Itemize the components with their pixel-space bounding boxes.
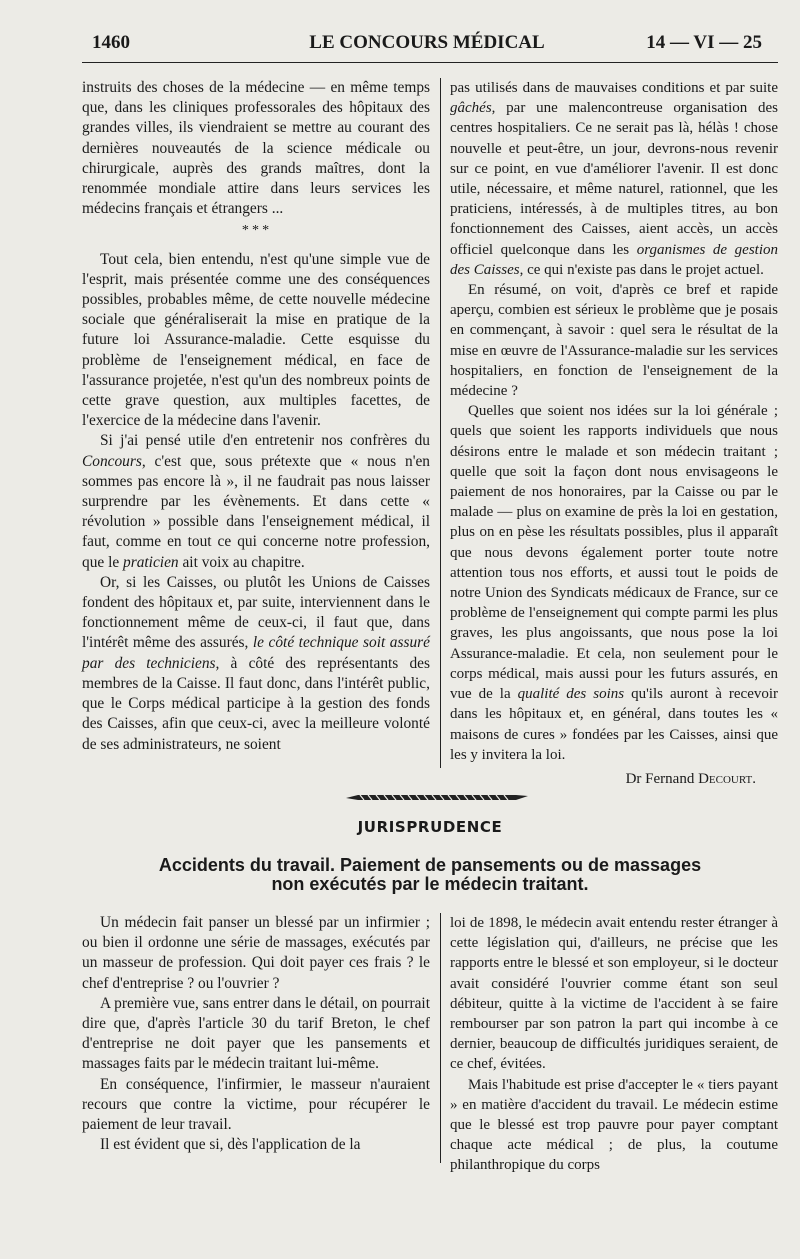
paragraph: instruits des choses de la médecine — en même temps que, dans les cliniques professorales des hôpitaux des grandes villes, ils viendraient se mettre au courant des dernières nouveautés de la science médicale ou chirurgicale, auprès des grands maîtres, dont la renommée mondiale attire dans leurs services les médecins français et étrangers ... [82,79,430,218]
bottom-column-right [450,913,778,1176]
paragraph: loi de 1898, le médecin avait entendu rester étranger à cette législation qui, d'ailleurs, ne précise que les rapports entre le blessé et son employeur, si le docteur avait considéré l'ouvrier comme étant son seul débiteur, quitte à la victime de l'accident à se faire rembourser par son patron la part qui incombe à ce dernier, beaucoup de difficultés juridiques seraient, de ce chef, évitées. [450,915,778,1073]
paragraph: Tout cela, bien entendu, n'est qu'une simple vue de l'esprit, mais présentée comme une des conséquences possibles, probables même, de cette nouvelle médecine sociale que généraliserait la mise en pratique de la future loi Assurance-maladie. Cette esquisse du problème de l'enseignement médical, en face de l'assurance projetée, n'est qu'un des nombreux points de cette grave question, aux multiples facettes, de l'exercice de la médecine dans l'avenir. [82,250,430,430]
header-rule [82,62,778,63]
ornament-divider [346,793,528,802]
top-column-right [450,78,778,789]
column-divider [440,913,441,1163]
paragraph: Mais l'habitude est prise d'accepter le « tiers payant » en matière d'accident du travail. Le médecin estime que le blessé est trop pauvre pour payer comptant chaque acte médical ; de plus, la coutume philanthropique du corps [450,1076,778,1174]
paragraph: Si j'ai pensé utile d'en entretenir nos confrères du Concours, c'est que, sous prétexte que « nous n'en sommes pas encore là », il ne faudrait pas nous laisser surprendre par les évènements. Et dans cette « révolution » possible dans l'enseignement médical, il faut, comme en tout ce qui concerne notre profession, que le praticien ait voix au chapitre. [82,432,430,571]
paragraph: pas utilisés dans de mauvaises conditions et par suite gâchés, par une malencontreuse organisation des centres hospitaliers. Ce ne serait pas là, hélàs ! chose nouvelle et peut-être, un jour, devrons-nous revenir sur ce point, en vue d'améliorer l'avenir. Il est donc utile, nécessaire, et même naturel, rationnel, que les praticiens, intéressés, à de multiples titres, au bon fonctionnement des Caisses, aient accès, un accès officiel quelconque dans les organismes de gestion des Caisses, ce qui n'existe pas dans le projet actuel. [450,80,778,278]
asterism: * * * [241,223,271,239]
top-column-left [82,78,430,755]
article-title: Accidents du travail. Paiement de pansements ou de massages non exécutés par le médecin traitant. [158,855,702,894]
section-title: JURISPRUDENCE [357,818,503,836]
paragraph: Or, si les Caisses, ou plutôt les Unions de Caisses fondent des hôpitaux et, par suite, interviennent dans le fonctionnement même de ceux-ci, il faut que, dans l'intérêt même des assurés, le côté technique soit assuré par des techniciens, à côté des représentants des membres de la Caisse. Il faut donc, dans l'intérêt public, que le Corps médical participe à la gestion des fonds des Caisses, afin que ceux-ci, avec la meilleure volonté de ses administrateurs, ne soient [82,573,430,753]
issue-date: 14 — VI — 25 [646,32,762,53]
signature: Dr Fernand Decourt. [625,770,756,787]
bottom-column-left [82,913,430,1155]
journal-title: LE CONCOURS MÉDICAL [309,32,545,53]
paragraph: Il est évident que si, dès l'application de la [100,1136,361,1154]
column-divider [440,78,441,768]
page-number: 1460 [92,32,130,53]
page-header [92,32,762,62]
paragraph: Un médecin fait panser un blessé par un infirmier ; ou bien il ordonne une série de massages, exécutés par un masseur de profession. Qui doit payer ces frais ? le chef d'entreprise ? ou l'ouvrier ? [82,914,430,992]
paragraph: En conséquence, l'infirmier, le masseur n'auraient recours que contre la victime, pour récupérer le paiement de leur travail. [82,1075,430,1134]
paragraph: En résumé, on voit, d'après ce bref et rapide aperçu, combien est sérieux le problème que je posais en commençant, à savoir : quel sera le résultat de la mise en œuvre de l'Assurance-maladie sur les services hospitaliers, en fonction de l'enseignement de la médecine ? [450,282,778,400]
paragraph: A première vue, sans entrer dans le détail, on pourrait dire que, d'après l'article 30 du tarif Breton, le chef d'entreprise ne doit payer que les pansements et massages faits par le médecin traitant lui-même. [82,994,430,1073]
paragraph: Quelles que soient nos idées sur la loi générale ; quels que soient les rapports individuels que nous désirons entre le malade et son médecin traitant ; quelle que soit la façon dont nous envisageons le paiement de nos honoraires, par la Caisse ou par le malade — plus on examine de près la loi en gestation, plus on en pèse les résultats possibles, plus il apparaît que nous devons également porter toute notre attention tous nos efforts, et aussi tout le poids de notre Union des Syndicats médicaux de France, sur ce problème de l'enseignement qui compte parmi les plus graves, les plus angoissants, que nous pose la loi Assurance-maladie. Et cela, non seulement pour le corps médical, mais aussi pour les futurs assurés, en vue de la qualité des soins qu'ils auront à recevoir dans les hôpitaux et, en général, dans toutes les « maisons de cures » fondées par les Caisses, ainsi que les y invitera la loi. [450,403,779,763]
